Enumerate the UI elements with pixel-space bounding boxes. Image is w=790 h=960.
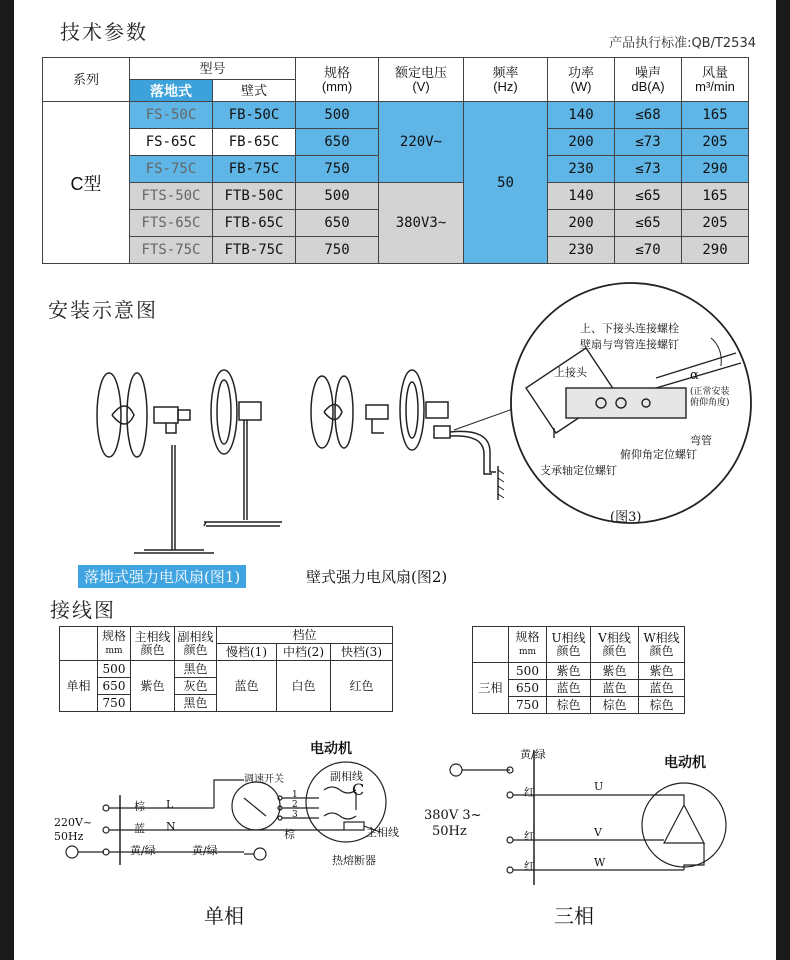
fan-illustrations <box>54 350 524 560</box>
noise-cell: ≤65 <box>615 183 682 210</box>
install-heading: 安装示意图 <box>48 298 158 322</box>
label-W: W <box>594 856 606 869</box>
noise-cell: ≤70 <box>615 237 682 264</box>
label-aux-wire: 副相线 <box>330 770 363 783</box>
v-cell: 紫色 <box>591 663 639 680</box>
airflow-cell: 205 <box>682 210 749 237</box>
label-N: N <box>166 820 176 833</box>
wall-model: FTB-50C <box>213 183 296 210</box>
wall-model: FTB-75C <box>213 237 296 264</box>
wall-model: FTB-65C <box>213 210 296 237</box>
col-aux: 副相线 颜色 <box>175 627 217 661</box>
size-cell: 750 <box>296 237 379 264</box>
single-phase-table <box>59 626 393 712</box>
col-u: U相线 颜色 <box>547 627 591 663</box>
label-fuse: 热熔断器 <box>332 854 376 867</box>
col-fast: 快档(3) <box>331 644 393 661</box>
label-speed-switch: 调速开关 <box>244 774 284 785</box>
col-slow: 慢档(1) <box>217 644 277 661</box>
label-yg-three: 黄/绿 <box>520 748 546 761</box>
label-yg: 黄/绿 <box>130 844 156 857</box>
phase-cell: 三相 <box>473 663 509 714</box>
spec-cell: 750 <box>98 695 131 712</box>
airflow-cell: 290 <box>682 156 749 183</box>
label-L: L <box>166 798 174 811</box>
col-v: V相线 颜色 <box>591 627 639 663</box>
size-cell: 500 <box>296 102 379 129</box>
floor-model: FTS-65C <box>130 210 213 237</box>
col-spec: 规格 mm <box>509 627 547 663</box>
label-supply-hz-three: 50Hz <box>432 824 467 839</box>
note-tilt-screw: 俯仰角定位螺钉 <box>620 448 697 461</box>
label-t3: 3 <box>292 810 298 820</box>
airflow-cell: 165 <box>682 102 749 129</box>
noise-cell: ≤73 <box>615 129 682 156</box>
fig1-caption: 落地式强力电风扇(图1) <box>78 565 246 588</box>
label-yg2: 黄/绿 <box>192 844 218 857</box>
table-row <box>43 102 749 129</box>
label-U: U <box>594 780 604 793</box>
label-blue: 蓝 <box>134 822 145 835</box>
header-power: 功率 (W) <box>548 58 615 102</box>
header-airflow: 风量 m³/min <box>682 58 749 102</box>
airflow-cell: 205 <box>682 129 749 156</box>
fig3-caption: (图3) <box>610 510 642 525</box>
floor-model: FS-75C <box>130 156 213 183</box>
floor-model: FS-50C <box>130 102 213 129</box>
header-floor: 落地式 <box>130 80 213 102</box>
col-spec: 规格 mm <box>98 627 131 661</box>
power-cell: 140 <box>548 183 615 210</box>
header-noise: 噪声 dB(A) <box>615 58 682 102</box>
wall-model: FB-50C <box>213 102 296 129</box>
three-phase-table <box>472 626 685 714</box>
u-cell: 棕色 <box>547 697 591 714</box>
wiring-heading: 接线图 <box>50 598 116 622</box>
table-row <box>60 661 393 678</box>
floor-fan-side-icon <box>97 373 214 553</box>
slow-color-cell: 蓝色 <box>217 661 277 712</box>
specs-heading: 技术参数 <box>60 20 148 44</box>
caption-single-phase: 单相 <box>204 904 244 928</box>
power-cell: 140 <box>548 102 615 129</box>
col-main: 主相线 颜色 <box>131 627 175 661</box>
label-motor-single: 电动机 <box>310 741 352 757</box>
u-cell: 蓝色 <box>547 680 591 697</box>
header-model: 型号 <box>130 58 296 80</box>
voltage-220-cell: 220V~ <box>379 102 464 183</box>
header-size: 规格 (mm) <box>296 58 379 102</box>
label-t2: 2 <box>292 800 298 810</box>
mid-color-cell: 白色 <box>277 661 331 712</box>
label-brown: 棕 <box>134 800 145 813</box>
wall-fan-bracket-icon <box>400 370 504 500</box>
spec-cell: 650 <box>509 680 547 697</box>
label-V: V <box>594 826 602 839</box>
note-wall-bolt: 壁扇与弯管连接螺钉 <box>580 338 679 351</box>
spec-sheet-page <box>14 0 776 960</box>
v-cell: 蓝色 <box>591 680 639 697</box>
w-cell: 蓝色 <box>639 680 685 697</box>
wall-model: FB-75C <box>213 156 296 183</box>
note-top-bolt: 上、下接头连接螺栓 <box>580 322 679 335</box>
note-alpha: α <box>690 368 699 383</box>
note-upper-joint: 上接头 <box>554 366 587 379</box>
note-alpha-desc2: 俯仰角度) <box>690 398 730 408</box>
power-cell: 230 <box>548 237 615 264</box>
w-cell: 紫色 <box>639 663 685 680</box>
standard-label: 产品执行标准:QB/T2534 <box>609 36 756 51</box>
v-cell: 棕色 <box>591 697 639 714</box>
label-main-wire: 主相线 <box>366 826 399 839</box>
airflow-cell: 290 <box>682 237 749 264</box>
speed-switch-icon <box>232 782 280 830</box>
caption-three-phase: 三相 <box>554 904 594 928</box>
power-cell: 200 <box>548 129 615 156</box>
floor-fan-front-icon <box>204 370 282 526</box>
floor-model: FTS-50C <box>130 183 213 210</box>
size-cell: 650 <box>296 129 379 156</box>
label-red3: 红 <box>524 860 535 873</box>
frequency-cell: 50 <box>464 102 548 264</box>
fig2-caption: 壁式强力电风扇(图2) <box>306 568 448 586</box>
label-motor-three: 电动机 <box>664 755 706 771</box>
series-cell: C型 <box>43 102 130 264</box>
note-alpha-desc1: (正常安装 <box>690 387 730 397</box>
note-support-screw: 支承轴定位螺钉 <box>540 464 617 477</box>
aux-color-cell: 灰色 <box>175 678 217 695</box>
col-gear: 档位 <box>217 627 393 644</box>
aux-color-cell: 黑色 <box>175 661 217 678</box>
u-cell: 紫色 <box>547 663 591 680</box>
label-cap: C <box>352 780 365 799</box>
col-mid: 中档(2) <box>277 644 331 661</box>
voltage-380-cell: 380V3~ <box>379 183 464 264</box>
noise-cell: ≤73 <box>615 156 682 183</box>
airflow-cell: 165 <box>682 183 749 210</box>
size-cell: 500 <box>296 183 379 210</box>
label-supply-three: 380V 3~ <box>424 808 482 823</box>
wall-model: FB-65C <box>213 129 296 156</box>
spec-table <box>42 57 749 264</box>
noise-cell: ≤68 <box>615 102 682 129</box>
floor-model: FTS-75C <box>130 237 213 264</box>
header-frequency: 频率 (Hz) <box>464 58 548 102</box>
aux-color-cell: 黑色 <box>175 695 217 712</box>
size-cell: 650 <box>296 210 379 237</box>
header-wall: 壁式 <box>213 80 296 102</box>
phase-cell: 单相 <box>60 661 98 712</box>
table-row <box>43 183 749 210</box>
fast-color-cell: 红色 <box>331 661 393 712</box>
size-cell: 750 <box>296 156 379 183</box>
main-color-cell: 紫色 <box>131 661 175 712</box>
spec-cell: 500 <box>98 661 131 678</box>
note-bent-pipe: 弯管 <box>690 434 712 447</box>
spec-cell: 650 <box>98 678 131 695</box>
label-red2: 红 <box>524 830 535 843</box>
label-supply: 220V~ <box>54 816 93 829</box>
floor-model: FS-65C <box>130 129 213 156</box>
w-cell: 棕色 <box>639 697 685 714</box>
col-w: W相线 颜色 <box>639 627 685 663</box>
label-red1: 红 <box>524 786 535 799</box>
fuse-icon <box>344 822 364 830</box>
power-cell: 230 <box>548 156 615 183</box>
label-supply-hz: 50Hz <box>54 830 84 843</box>
spec-cell: 500 <box>509 663 547 680</box>
header-series: 系列 <box>43 58 130 102</box>
spec-cell: 750 <box>509 697 547 714</box>
wall-fan-side-icon <box>311 376 388 448</box>
noise-cell: ≤65 <box>615 210 682 237</box>
label-brown2: 棕 <box>284 828 295 841</box>
label-t1: 1 <box>292 790 298 800</box>
power-cell: 200 <box>548 210 615 237</box>
header-voltage: 额定电压 (V) <box>379 58 464 102</box>
table-row <box>473 663 685 680</box>
